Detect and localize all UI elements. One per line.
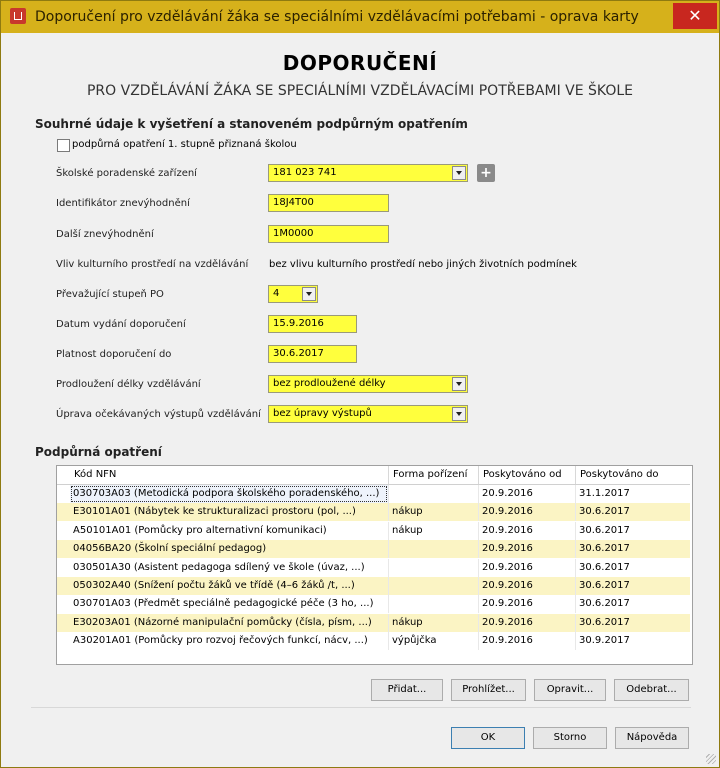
cell-to: 30.9.2017	[575, 632, 672, 650]
cell-form: nákup	[388, 503, 478, 521]
cell-from: 20.9.2016	[478, 595, 575, 613]
cell-from: 20.9.2016	[478, 632, 575, 650]
uprava-value: bez úpravy výstupů	[273, 408, 372, 419]
cell-to: 30.6.2017	[575, 559, 672, 577]
cell-to: 31.1.2017	[575, 485, 672, 503]
close-icon[interactable]: ✕	[673, 3, 717, 29]
add-measure-button[interactable]: Přidat...	[371, 679, 443, 701]
help-button[interactable]: Nápověda	[615, 727, 689, 749]
cell-form	[388, 540, 478, 558]
table-row[interactable]	[57, 559, 690, 577]
table-row[interactable]	[57, 577, 690, 595]
platnost-field[interactable]: 30.6.2017	[268, 345, 357, 363]
first-degree-checkbox-label: podpůrná opatření 1. stupně přiznaná školou	[72, 139, 297, 150]
table-header	[57, 466, 690, 485]
cell-code: E30203A01 (Názorné manipulační pomůcky (čísla, písm, ...)	[73, 616, 372, 628]
cell-code: 030701A03 (Předmět speciálně pedagogické péče (3 ho, ...)	[73, 598, 374, 610]
table-row[interactable]	[57, 485, 690, 503]
platnost-label: Platnost doporučení do	[56, 349, 172, 360]
cell-from: 20.9.2016	[478, 503, 575, 521]
remove-measure-button[interactable]: Odebrat...	[614, 679, 689, 701]
cell-form: nákup	[388, 614, 478, 632]
spz-label: Školské poradenské zařízení	[56, 168, 197, 179]
measures-table[interactable]	[56, 465, 693, 665]
dalsi-field[interactable]: 1M0000	[268, 225, 389, 243]
measures-section-title: Podpůrná opatření	[35, 445, 162, 459]
table-row[interactable]	[57, 595, 690, 613]
prodlouzeni-combo[interactable]	[268, 375, 468, 393]
identifikator-field[interactable]: 18J4T00	[268, 194, 389, 212]
vliv-label: Vliv kulturního prostředí na vzdělávání	[56, 259, 249, 270]
view-measure-button[interactable]: Prohlížet...	[451, 679, 526, 701]
cell-to: 30.6.2017	[575, 503, 672, 521]
page-title: DOPORUČENÍ	[282, 51, 438, 75]
cell-form	[388, 595, 478, 613]
chevron-down-icon[interactable]	[452, 166, 466, 180]
edit-measure-button[interactable]: Opravit...	[534, 679, 606, 701]
stupen-label: Převažující stupeň PO	[56, 289, 164, 300]
summary-section-title: Souhrné údaje k vyšetření a stanoveném podpůrným opatřením	[35, 117, 468, 131]
table-row[interactable]	[57, 632, 690, 650]
chevron-down-icon[interactable]	[452, 377, 466, 391]
column-header[interactable]: Kód NFN	[74, 469, 117, 480]
cell-code: 050302A40 (Snížení počtu žáků ve třídě (4–6 žáků /t, ...)	[73, 580, 355, 591]
uprava-label: Úprava očekávaných výstupů vzdělávání	[56, 409, 261, 420]
dalsi-label: Další znevýhodnění	[56, 229, 154, 240]
chevron-down-icon[interactable]	[302, 287, 316, 301]
cell-from: 20.9.2016	[478, 522, 575, 540]
add-icon[interactable]: +	[477, 164, 495, 182]
stupen-combo[interactable]	[268, 285, 318, 303]
datum-label: Datum vydání doporučení	[56, 319, 186, 330]
stupen-value: 4	[273, 288, 280, 299]
spz-combo[interactable]	[268, 164, 468, 182]
table-row[interactable]	[57, 540, 690, 558]
cell-form	[388, 559, 478, 577]
cell-from: 20.9.2016	[478, 540, 575, 558]
prodlouzeni-label: Prodloužení délky vzdělávání	[56, 379, 201, 390]
cell-to: 30.6.2017	[575, 522, 672, 540]
identifikator-label: Identifikátor znevýhodnění	[56, 198, 190, 209]
cell-to: 30.6.2017	[575, 577, 672, 595]
cancel-button[interactable]: Storno	[533, 727, 607, 749]
chevron-down-icon[interactable]	[452, 407, 466, 421]
cell-from: 20.9.2016	[478, 614, 575, 632]
table-row[interactable]	[57, 522, 690, 540]
divider	[31, 707, 691, 708]
cell-form: nákup	[388, 522, 478, 540]
first-degree-checkbox[interactable]	[57, 139, 70, 152]
cell-to: 30.6.2017	[575, 595, 672, 613]
cell-code: 030501A30 (Asistent pedagoga sdílený ve škole (úvaz, ...)	[73, 561, 365, 573]
cell-from: 20.9.2016	[478, 559, 575, 577]
ok-button[interactable]: OK	[451, 727, 525, 749]
spz-value: 181 023 741	[273, 167, 337, 178]
vliv-value: bez vlivu kulturního prostředí nebo jiných životních podmínek	[269, 259, 577, 270]
table-row[interactable]	[57, 503, 690, 521]
resize-grip-icon[interactable]	[706, 754, 716, 764]
cell-form: výpůjčka	[388, 632, 478, 650]
page-subtitle: PRO VZDĚLÁVÁNÍ ŽÁKA SE SPECIÁLNÍMI VZDĚLÁVACÍMI POTŘEBAMI VE ŠKOLE	[86, 83, 633, 99]
cell-form	[388, 577, 478, 595]
cell-code: E30101A01 (Nábytek ke strukturalizaci prostoru (pol, ...)	[73, 506, 356, 518]
cell-to: 30.6.2017	[575, 614, 672, 632]
app-icon	[10, 8, 26, 24]
cell-code: 04056BA20 (Školní speciální pedagog)	[73, 543, 267, 555]
cell-code: A50101A01 (Pomůcky pro alternativní komunikaci)	[73, 524, 327, 536]
column-header[interactable]: Poskytováno do	[575, 466, 672, 484]
cell-from: 20.9.2016	[478, 577, 575, 595]
window-title: Doporučení pro vzdělávání žáka se speciálními vzdělávacími potřebami - oprava karty	[35, 9, 639, 25]
title-bar[interactable]	[1, 1, 719, 33]
cell-code: A30201A01 (Pomůcky pro rozvoj řečových funkcí, nácv, ...)	[73, 635, 368, 647]
uprava-combo[interactable]	[268, 405, 468, 423]
cell-to: 30.6.2017	[575, 540, 672, 558]
cell-form	[388, 485, 478, 503]
datum-field[interactable]: 15.9.2016	[268, 315, 357, 333]
column-header[interactable]: Forma pořízení	[388, 466, 478, 484]
cell-from: 20.9.2016	[478, 485, 575, 503]
cell-code: 030703A03 (Metodická podpora školského poradenského, ...)	[70, 485, 388, 503]
column-header[interactable]: Poskytováno od	[478, 466, 575, 484]
table-row[interactable]	[57, 614, 690, 632]
prodlouzeni-value: bez prodloužené délky	[273, 378, 386, 389]
